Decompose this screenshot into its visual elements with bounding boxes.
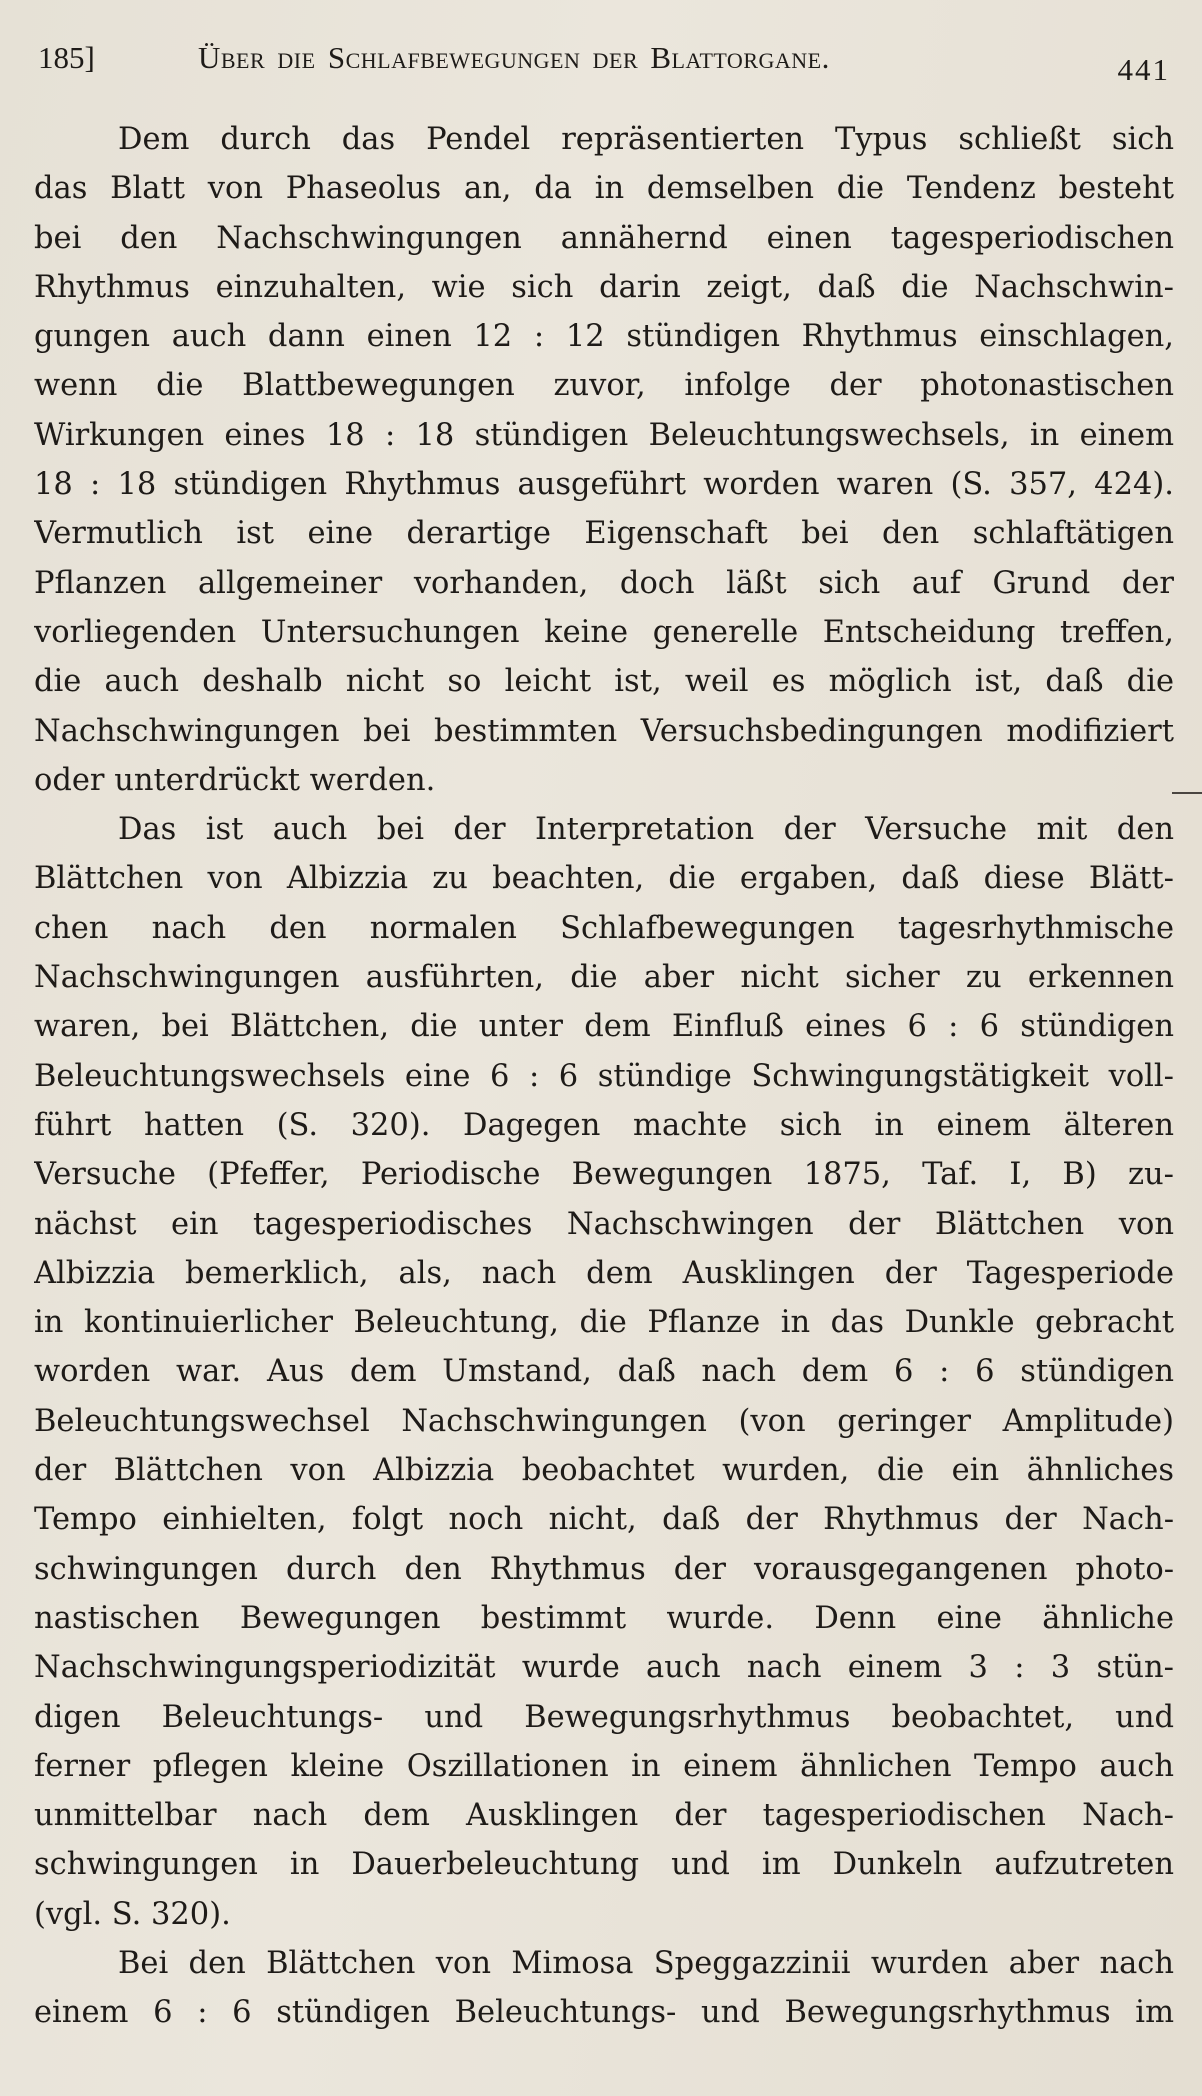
text-line: oder unterdrückt werden. [34, 762, 436, 798]
text-line: einem 6 : 6 stündigen Beleuchtungs- und Bewegungsrhythmus im [34, 1995, 1174, 2031]
text-line: chen nach den normalen Schlafbewegungen tagesrhythmische [34, 910, 1174, 946]
text-line: Dem durch das Pendel repräsentierten Typus schließt sich [118, 122, 1174, 157]
text-line: wenn die Blattbewegungen zuvor, infolge der photonastischen [34, 368, 1174, 404]
text-line: digen Beleuchtungs- und Bewegungsrhythmus beobachtet, und [34, 1699, 1174, 1735]
page-number: 441 [1117, 52, 1170, 87]
text-line: bei den Nachschwingungen annähernd einen tagesperiodischen [34, 220, 1174, 256]
text-line: Versuche (Pfeffer, Periodische Bewegungen 1875, Taf. I, B) zu- [34, 1157, 1174, 1193]
text-line: worden war. Aus dem Umstand, daß nach dem 6 : 6 stündigen [34, 1354, 1174, 1390]
text-line: das Blatt von Phaseolus an, da in demselben die Tendenz besteht [34, 171, 1174, 207]
text-line: waren, bei Blättchen, die unter dem Einfluß eines 6 : 6 stündigen [34, 1009, 1174, 1045]
text-line: unmittelbar nach dem Ausklingen der tagesperiodischen Nach- [34, 1798, 1174, 1834]
running-title: Über die Schlafbewegungen der Blattorgane. [198, 40, 830, 75]
text-line: schwingungen in Dauerbeleuchtung und im Dunkeln aufzutreten [34, 1847, 1174, 1883]
text-line: ferner pflegen kleine Oszillationen in einem ähnlichen Tempo auch [34, 1748, 1174, 1784]
text-line: (vgl. S. 320). [34, 1896, 231, 1932]
text-line: schwingungen durch den Rhythmus der vorausgegangenen photo- [34, 1551, 1174, 1587]
text-line: Nachschwingungen bei bestimmten Versuchsbedingungen modifiziert [34, 713, 1174, 749]
text-line: Albizzia bemerklich, als, nach dem Ausklingen der Tagesperiode [34, 1255, 1174, 1291]
text-line: Tempo einhielten, folgt noch nicht, daß der Rhythmus der Nach- [34, 1502, 1174, 1538]
text-line: nächst ein tagesperiodisches Nachschwingen der Blättchen von [34, 1206, 1174, 1242]
text-line: 18 : 18 stündigen Rhythmus ausgeführt worden waren (S. 357, 424). [34, 467, 1174, 503]
text-line: vorliegenden Untersuchungen keine generelle Entscheidung treffen, [34, 614, 1174, 650]
text-line: Beleuchtungswechsel Nachschwingungen (von geringer Amplitude) [34, 1403, 1174, 1439]
text-line: die auch deshalb nicht so leicht ist, weil es möglich ist, daß die [34, 664, 1174, 700]
text-line: Blättchen von Albizzia zu beachten, die ergaben, daß diese Blätt- [34, 861, 1174, 897]
body-text [34, 115, 1174, 2038]
text-line: Bei den Blättchen von Mimosa Speggazzinii wurden aber nach [118, 1945, 1174, 1981]
text-line: Wirkungen eines 18 : 18 stündigen Beleuchtungswechsels, in einem [34, 417, 1174, 453]
text-line: Rhythmus einzuhalten, wie sich darin zeigt, daß die Nachschwin- [34, 269, 1174, 305]
text-line: nastischen Bewegungen bestimmt wurde. Denn eine ähnliche [34, 1600, 1174, 1636]
text-line: Vermutlich ist eine derartige Eigenschaft bei den schlaftätigen [34, 516, 1174, 552]
text-line: der Blättchen von Albizzia beobachtet wurden, die ein ähnliches [34, 1453, 1174, 1489]
text-line: führt hatten (S. 320). Dagegen machte sich in einem älteren [34, 1107, 1174, 1143]
text-line: Pflanzen allgemeiner vorhanden, doch läßt sich auf Grund der [34, 565, 1174, 601]
text-line: Nachschwingungsperiodizität wurde auch nach einem 3 : 3 stün- [34, 1650, 1174, 1686]
text-line: Nachschwingungen ausführten, die aber nicht sicher zu erkennen [34, 960, 1174, 996]
text-line: Beleuchtungswechsels eine 6 : 6 stündige Schwingungstätigkeit voll- [34, 1058, 1174, 1094]
margin-mark [1172, 792, 1202, 794]
text-line: Das ist auch bei der Interpretation der Versuche mit den [118, 812, 1174, 848]
text-line: gungen auch dann einen 12 : 12 stündigen Rhythmus einschlagen, [34, 319, 1174, 355]
running-head [38, 40, 1178, 90]
text-line: in kontinuierlicher Beleuchtung, die Pflanze in das Dunkle gebracht [34, 1305, 1174, 1341]
section-number: 185] [38, 40, 95, 75]
